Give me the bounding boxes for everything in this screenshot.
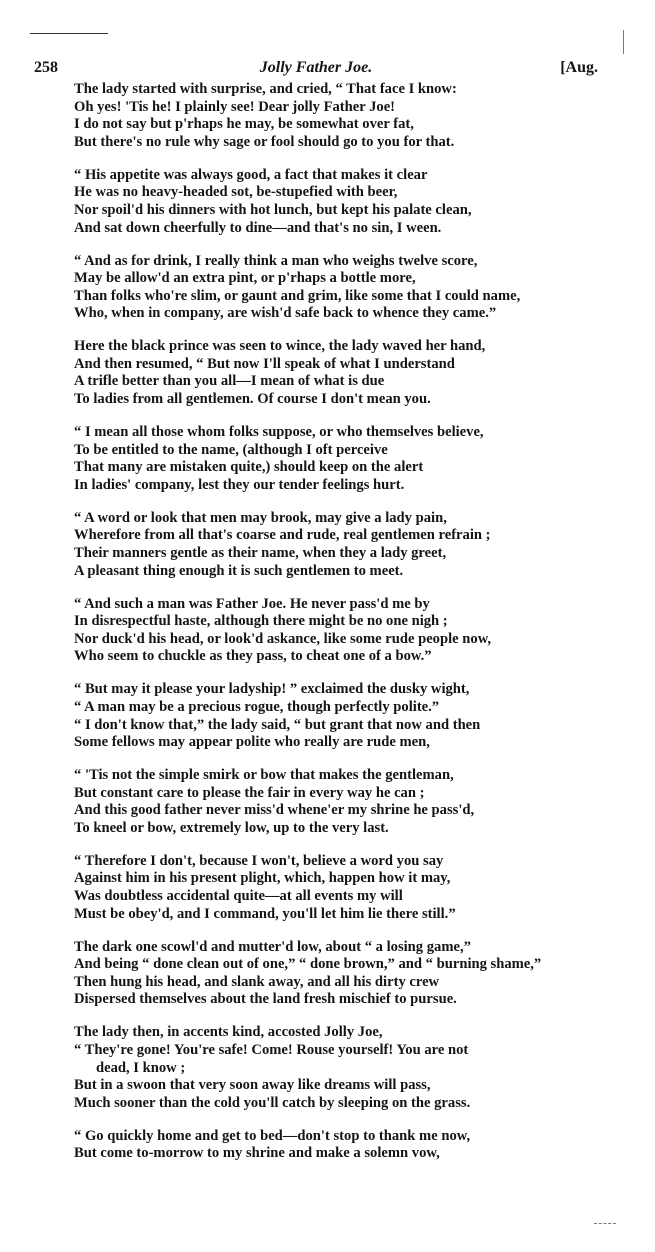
stanza — [74, 681, 614, 751]
verse-line: Must be obey'd, and I command, you'll let him lie there still.” — [74, 905, 456, 922]
verse-line: Was doubtless accidental quite—at all events my will — [74, 888, 403, 905]
stanza — [74, 253, 614, 323]
verse-line: Dispersed themselves about the land fresh mischief to pursue. — [74, 991, 457, 1008]
page-header — [34, 59, 598, 81]
verse-line: Some fellows may appear polite who really are rude men, — [74, 734, 430, 751]
verse-line: But constant care to please the fair in every way he can ; — [74, 784, 425, 801]
verse-line: But come to-morrow to my shrine and make a solemn vow, — [74, 1145, 440, 1162]
verse-line: In disrespectful haste, although there might be no one nigh ; — [74, 613, 448, 630]
verse-line: “ I mean all those whom folks suppose, or who themselves believe, — [74, 424, 484, 441]
verse-line: “ And such a man was Father Joe. He never pass'd me by — [74, 595, 430, 612]
verse-line: “ Go quickly home and get to bed—don't stop to thank me now, — [74, 1127, 471, 1144]
stanza — [74, 424, 614, 494]
verse-line: And then resumed, “ But now I'll speak of what I understand — [74, 355, 455, 372]
verse-line: He was no heavy-headed sot, be-stupefied with beer, — [74, 184, 398, 201]
verse-line: “ Therefore I don't, because I won't, believe a word you say — [74, 852, 444, 869]
verse-line: Wherefore from all that's coarse and rude, real gentlemen refrain ; — [74, 527, 491, 544]
month-marker: [Aug. — [560, 59, 598, 76]
stanza — [74, 167, 614, 237]
verse-line: And being “ done clean out of one,” “ done brown,” and “ burning shame,” — [74, 956, 542, 973]
stanza — [74, 1128, 614, 1163]
verse-line: “ A word or look that men may brook, may give a lady pain, — [74, 509, 447, 526]
stanza — [74, 81, 614, 151]
verse-line: A trifle better than you all—I mean of what is due — [74, 373, 385, 390]
verse-line: Here the black prince was seen to wince, the lady waved her hand, — [74, 338, 486, 355]
verse-line: The lady then, in accents kind, accosted Jolly Joe, — [74, 1024, 383, 1041]
verse-line: May be allow'd an extra pint, or p'rhaps a bottle more, — [74, 270, 416, 287]
verse-line: Much sooner than the cold you'll catch by sleeping on the grass. — [74, 1094, 471, 1111]
running-title: Jolly Father Joe. — [259, 59, 373, 76]
verse-line: “ His appetite was always good, a fact that makes it clear — [74, 166, 428, 183]
stanza — [74, 939, 614, 1009]
verse-line: Against him in his present plight, which, happen how it may, — [74, 870, 451, 887]
top-rule — [30, 33, 108, 34]
verse-line: “ A man may be a precious rogue, though perfectly polite.” — [74, 698, 440, 715]
verse-line: Then hung his head, and slank away, and all his dirty crew — [74, 973, 440, 990]
verse-line: To be entitled to the name, (although I oft perceive — [74, 441, 388, 458]
verse-line: Who seem to chuckle as they pass, to cheat one of a bow.” — [74, 648, 432, 665]
verse-line: “ But may it please your ladyship! ” exclaimed the dusky wight, — [74, 681, 470, 698]
verse-line: To kneel or bow, extremely low, up to the very last. — [74, 819, 389, 836]
stanza — [74, 767, 614, 837]
verse-line: A pleasant thing enough it is such gentlemen to meet. — [74, 562, 404, 579]
verse-line: Than folks who're slim, or gaunt and grim, like some that I could name, — [74, 287, 521, 304]
stanza — [74, 338, 614, 408]
verse-line: Oh yes! 'Tis he! I plainly see! Dear jolly Father Joe! — [74, 98, 396, 115]
verse-line: “ And as for drink, I really think a man who weighs twelve score, — [74, 252, 478, 269]
verse-line: And sat down cheerfully to dine—and that's no sin, I ween. — [74, 219, 442, 236]
poem-body — [74, 81, 614, 1163]
verse-line: Who, when in company, are wish'd safe back to whence they came.” — [74, 305, 497, 322]
verse-line: That many are mistaken quite,) should keep on the alert — [74, 459, 424, 476]
verse-line: “ 'Tis not the simple smirk or bow that makes the gentleman, — [74, 767, 454, 784]
verse-line: Nor duck'd his head, or look'd askance, like some rude people now, — [74, 630, 492, 647]
verse-line: “ I don't know that,” the lady said, “ but grant that now and then — [74, 716, 481, 733]
verse-line: “ They're gone! You're safe! Come! Rouse yourself! You are not — [74, 1042, 469, 1059]
verse-line: But there's no rule why sage or fool should go to you for that. — [74, 133, 455, 150]
verse-line: I do not say but p'rhaps he may, be somewhat over fat, — [74, 116, 414, 133]
verse-line: In ladies' company, lest they our tender feelings hurt. — [74, 476, 405, 493]
verse-line: Their manners gentle as their name, when they a lady greet, — [74, 545, 447, 562]
stanza — [74, 596, 614, 666]
verse-line: dead, I know ; — [96, 1059, 186, 1076]
stanza — [74, 853, 614, 923]
verse-line: The lady started with surprise, and cried, “ That face I know: — [74, 81, 457, 97]
verse-line: The dark one scowl'd and mutter'd low, about “ a losing game,” — [74, 938, 471, 955]
verse-line: And this good father never miss'd whene'er my shrine he pass'd, — [74, 802, 475, 819]
verse-line: To ladies from all gentlemen. Of course I don't mean you. — [74, 391, 431, 408]
stanza — [74, 510, 614, 580]
scan-edge-mark — [623, 30, 624, 54]
stanza — [74, 1024, 614, 1112]
verse-line: But in a swoon that very soon away like dreams will pass, — [74, 1077, 431, 1094]
verse-line: Nor spoil'd his dinners with hot lunch, but kept his palate clean, — [74, 201, 472, 218]
page-number: 258 — [34, 59, 58, 76]
scan-edge-mark — [594, 1223, 616, 1224]
